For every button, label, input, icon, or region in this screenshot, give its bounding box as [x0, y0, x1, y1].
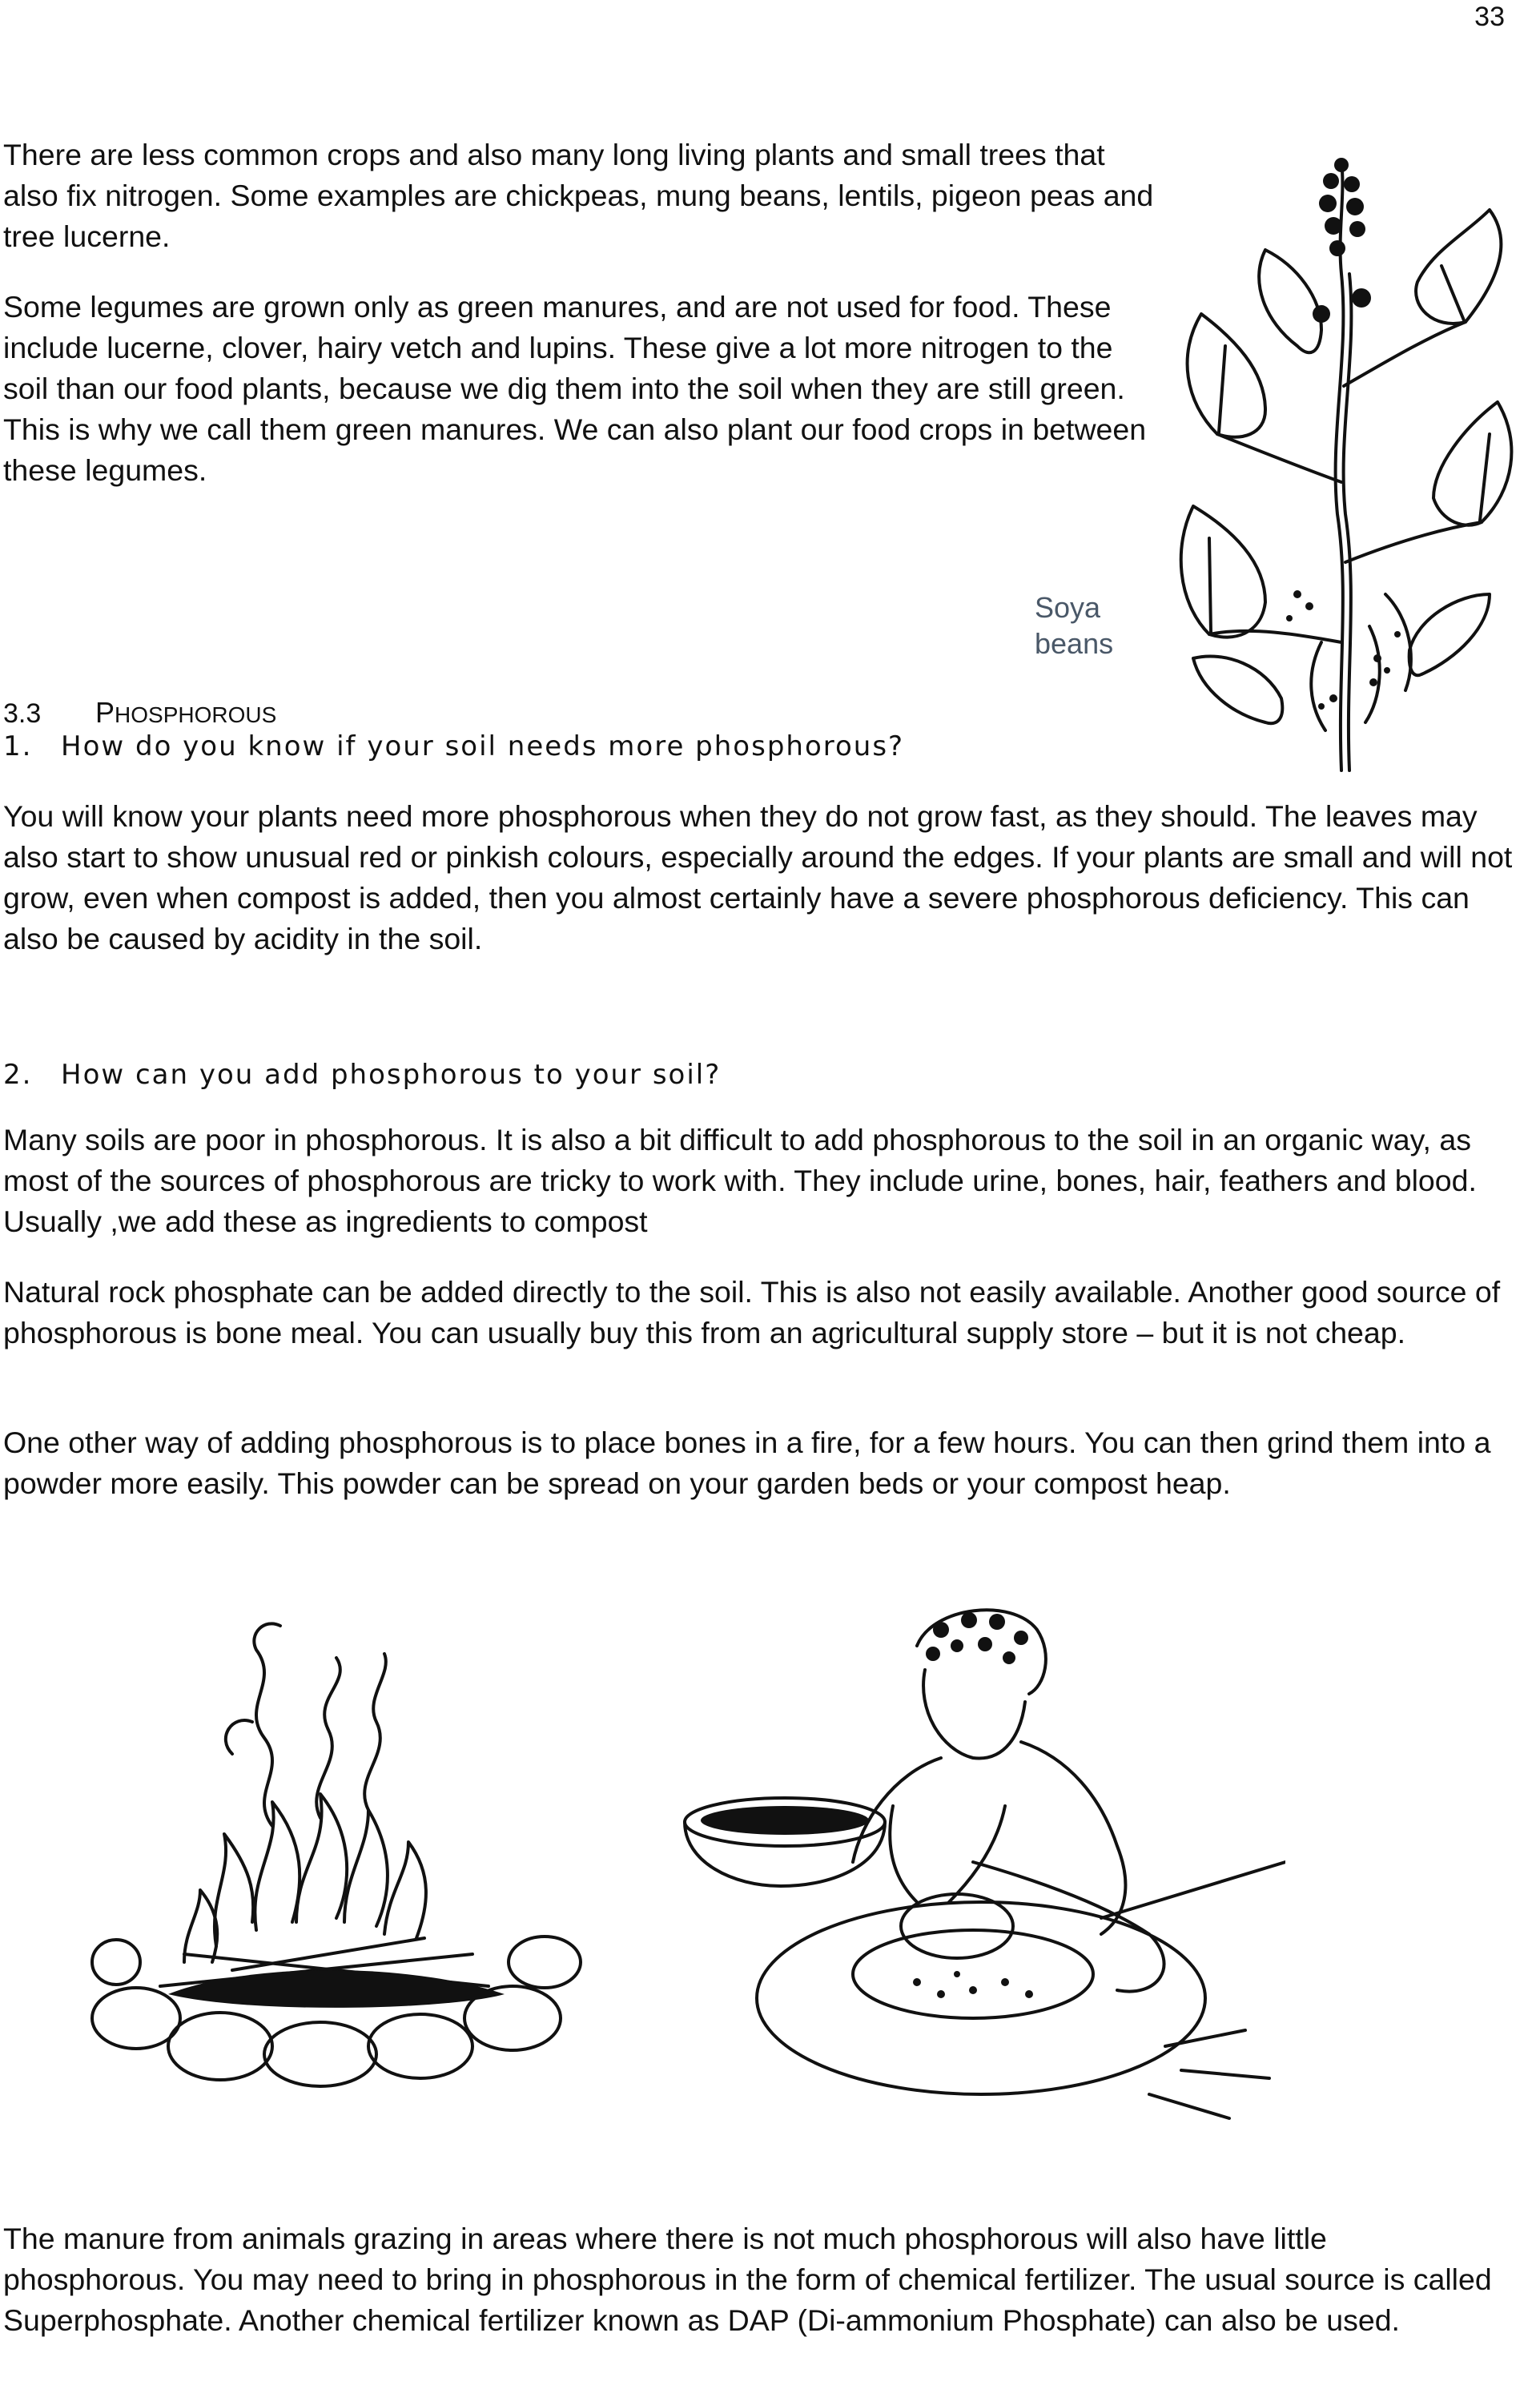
question-2-text: How can you add phosphorous to your soil?	[61, 1059, 722, 1091]
section-title-rest: HOSPHOROUS	[115, 702, 277, 727]
soya-bean-drawing	[1177, 146, 1522, 778]
question-1-text: How do you know if your soil needs more phosphorous?	[61, 730, 905, 762]
soya-bean-illustration	[1177, 146, 1522, 778]
section-number: 3.3	[3, 698, 42, 729]
fire-drawing	[88, 1610, 601, 2090]
question-1-number: 1.	[3, 730, 33, 762]
soya-caption-line-1: Soya	[1035, 591, 1101, 624]
intro-paragraph-2: Some legumes are grown only as green manures, and are not used for food. These include lucerne, clover, hairy vetch and lupins. These give a lot more nitrogen to the soil than our food plants, because we dig them into the soil when they are still green. This is why we call them green manures. We can also plant our food crops in between these legumes.	[3, 290, 1147, 487]
answer-2-paragraph-1: Many soils are poor in phosphorous. It is also a bit difficult to add phosphorous to the soil in an organic way, as most of the sources of phosphorous are tricky to work with. They include urine, bones, hair, feathers and blood. Usually ,we add these as ingredients to compost	[3, 1123, 1477, 1238]
soya-caption	[1035, 589, 1113, 662]
question-1	[3, 729, 904, 764]
question-2	[3, 1057, 721, 1092]
page-number: 33	[1474, 2, 1505, 32]
bones-fire-illustration	[88, 1610, 601, 2090]
answer-2-paragraph-3: One other way of adding phosphorous is to place bones in a fire, for a few hours. You can then grind them into a powder more easily. This powder can be spread on your garden beds or your compost heap.	[3, 1426, 1491, 1500]
question-2-number: 2.	[3, 1059, 33, 1091]
woman-grinding-illustration	[653, 1598, 1285, 2142]
closing-paragraph: The manure from animals grazing in areas where there is not much phosphorous will also have little phosphorous. You may need to bring in phosphorous in the form of chemical fertilizer. The usual source is called Superphosphate. Another chemical fertilizer known as DAP (Di-ammonium Phosphate) can also be used.	[3, 2222, 1492, 2337]
section-title-initial: P	[95, 696, 115, 729]
section-heading-phosphorous	[3, 695, 276, 733]
intro-paragraph-1: There are less common crops and also many long living plants and small trees that also fix nitrogen. Some examples are chickpeas, mung beans, lentils, pigeon peas and tree lucerne.	[3, 138, 1154, 253]
answer-2-paragraph-2: Natural rock phosphate can be added directly to the soil. This is also not easily available. Another good source of phosphorous is bone meal. You can usually buy this from an agricultural supply store – but it is not cheap.	[3, 1275, 1501, 1349]
soya-caption-line-2: beans	[1035, 627, 1114, 660]
woman-grinding-drawing	[653, 1598, 1285, 2142]
answer-1-paragraph: You will know your plants need more phosphorous when they do not grow fast, as they should. The leaves may also start to show unusual red or pinkish colours, especially around the edges. If your plants are small and will not grow, even when compost is added, then you almost certainly have a severe phosphorous deficiency. This can also be caused by acidity in the soil.	[3, 799, 1513, 955]
